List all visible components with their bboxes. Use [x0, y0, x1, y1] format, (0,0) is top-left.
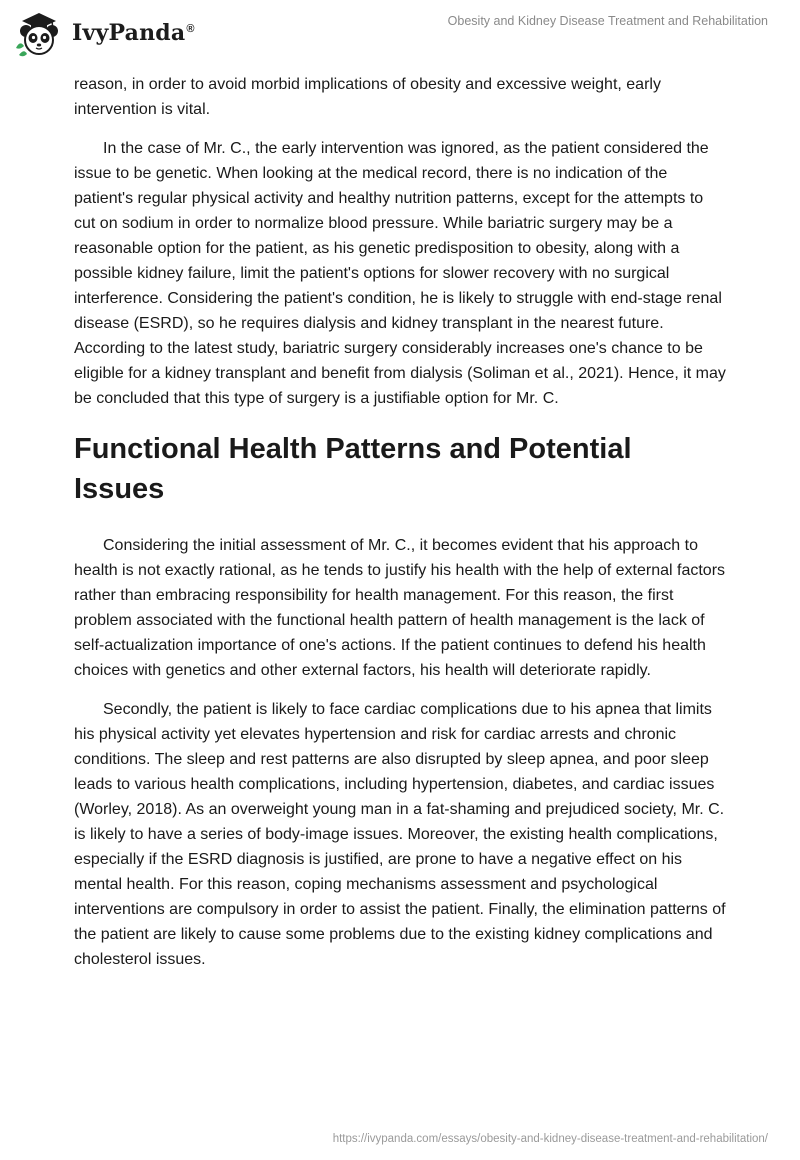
essay-content — [74, 72, 726, 986]
paragraph: Considering the initial assessment of Mr. C., it becomes evident that his approach to health is not exactly rational, as he tends to justify his health with the help of external factors rather than embracing responsibility for health management. For this reason, the first problem associated with the functional health pattern of health management is the lack of self-actualization importance of one's actions. If the patient continues to defend his health choices with genetics and other external factors, his health will deteriorate rapidly. — [74, 537, 726, 679]
page-header — [0, 0, 800, 66]
paragraph: In the case of Mr. C., the early intervention was ignored, as the patient considered the issue to be genetic. When looking at the medical record, there is no indication of the patient's regular physical activity and healthy nutrition patterns, except for the attempts to cut on sodium in order to normalize blood pressure. While bariatric surgery may be a reasonable option for the patient, as his genetic predisposition to obesity, along with a possible kidney failure, limit the patient's options for slower recovery with no surgical interference. Considering the patient's condition, he is likely to struggle with end-stage renal disease (ESRD), so he requires dialysis and kidney transplant in the nearest future. According to the latest study, bariatric surgery considerably increases one's chance to be eligible for a kidney transplant and benefit from dialysis (Soliman et al., 2021). Hence, it may be concluded that this type of surgery is a justifiable option for Mr. C. — [74, 140, 726, 407]
section-heading: Functional Health Patterns and Potential Issues — [74, 433, 632, 505]
source-url[interactable]: https://ivypanda.com/essays/obesity-and-kidney-disease-treatment-and-rehabilitation/ — [332, 1133, 768, 1145]
paragraph-continued: reason, in order to avoid morbid implications of obesity and excessive weight, early intervention is vital. — [74, 76, 661, 118]
panda-graduate-icon — [14, 8, 64, 58]
ivypanda-logo[interactable] — [14, 8, 195, 58]
brand-name: IvyPanda® — [72, 20, 195, 46]
registered-mark: ® — [186, 22, 195, 35]
document-title: Obesity and Kidney Disease Treatment and Rehabilitation — [447, 14, 768, 28]
paragraph: Secondly, the patient is likely to face cardiac complications due to his apnea that limits his physical activity yet elevates hypertension and risk for cardiac arrests and chronic conditions. The sleep and rest patterns are also disrupted by sleep apnea, and poor sleep leads to various health complications, including hypertension, diabetes, and cardiac issues (Worley, 2018). As an overweight young man in a fat-shaming and prejudiced society, Mr. C. is likely to have a series of body-image issues. Moreover, the existing health complications, especially if the ESRD diagnosis is justified, are prone to have a negative effect on his mental health. For this reason, coping mechanisms assessment and psychological interventions are compulsory in order to assist the patient. Finally, the elimination patterns of the patient are likely to cause some problems due to the existing kidney complications and cholesterol issues. — [74, 701, 726, 968]
